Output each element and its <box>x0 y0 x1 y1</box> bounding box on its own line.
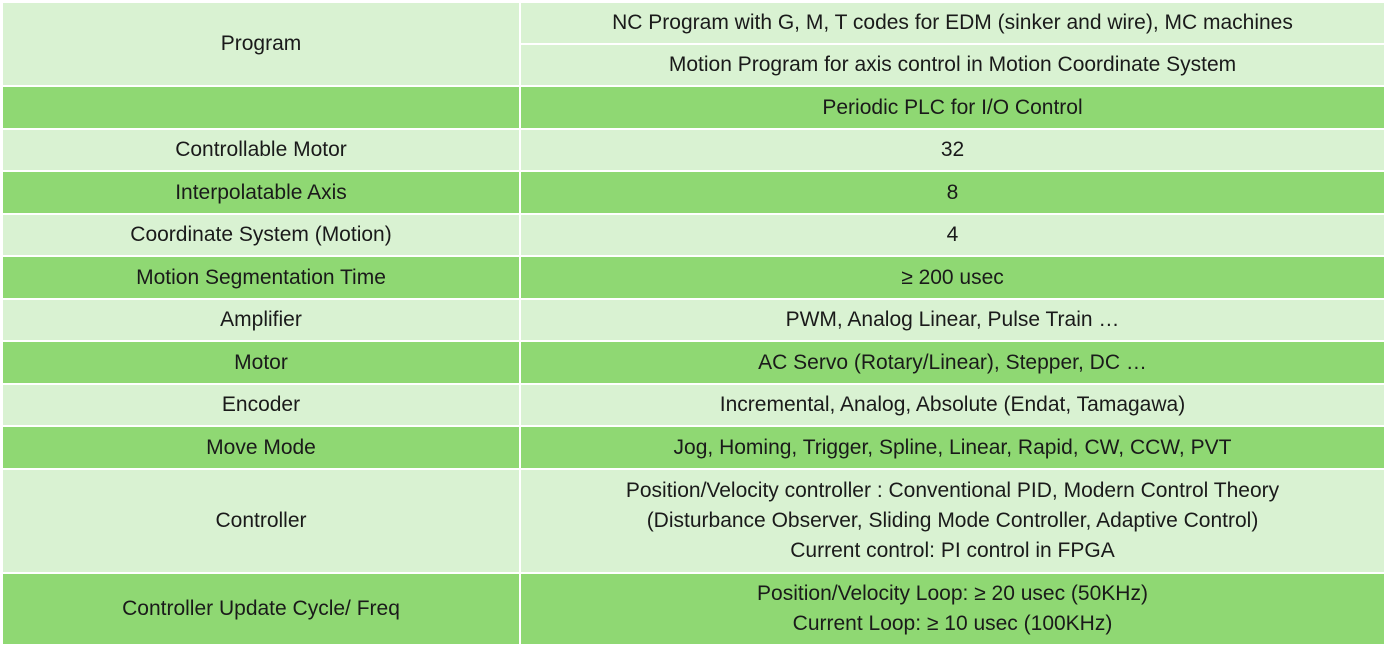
row-label-controllable-motor: Controllable Motor <box>3 130 521 172</box>
row-value-controllable-motor: 32 <box>521 130 1384 172</box>
row-value-motion-segmentation: ≥ 200 usec <box>521 257 1384 300</box>
row-label-interpolatable-axis: Interpolatable Axis <box>3 172 521 215</box>
row-value-move-mode: Jog, Homing, Trigger, Spline, Linear, Rapid, CW, CCW, PVT <box>521 427 1384 470</box>
row-label-encoder: Encoder <box>3 385 521 427</box>
row-value-nc-program: NC Program with G, M, T codes for EDM (sinker and wire), MC machines <box>521 3 1384 45</box>
table-row-plc <box>3 87 1384 130</box>
table-row-controller <box>3 470 1384 574</box>
row-label-motion-segmentation: Motion Segmentation Time <box>3 257 521 300</box>
table-row-amplifier <box>3 300 1384 342</box>
row-value-encoder: Incremental, Analog, Absolute (Endat, Tamagawa) <box>521 385 1384 427</box>
row-label-motor: Motor <box>3 342 521 385</box>
row-value-controller-update <box>521 574 1384 646</box>
table-row-encoder <box>3 385 1384 427</box>
table-row-motion-segmentation <box>3 257 1384 300</box>
row-value-controller <box>521 470 1384 574</box>
row-label-coordinate-system: Coordinate System (Motion) <box>3 215 521 257</box>
update-line-1: Position/Velocity Loop: ≥ 20 usec (50KHz) <box>757 582 1148 605</box>
spec-table <box>3 3 1384 646</box>
row-value-plc: Periodic PLC for I/O Control <box>521 87 1384 130</box>
row-value-coordinate-system: 4 <box>521 215 1384 257</box>
controller-line-3: Current control: PI control in FPGA <box>790 539 1115 562</box>
row-label-program: Program <box>3 3 521 87</box>
table-row-controller-update <box>3 574 1384 646</box>
table-row-motor <box>3 342 1384 385</box>
row-value-interpolatable-axis: 8 <box>521 172 1384 215</box>
table-row-program <box>3 3 1384 45</box>
row-label-controller-update: Controller Update Cycle/ Freq <box>3 574 521 646</box>
table-row-interpolatable-axis <box>3 172 1384 215</box>
row-value-amplifier: PWM, Analog Linear, Pulse Train … <box>521 300 1384 342</box>
update-line-2: Current Loop: ≥ 10 usec (100KHz) <box>792 612 1113 635</box>
row-label-move-mode: Move Mode <box>3 427 521 470</box>
row-label-controller: Controller <box>3 470 521 574</box>
table-row-controllable-motor <box>3 130 1384 172</box>
row-label-amplifier: Amplifier <box>3 300 521 342</box>
row-value-motion-program: Motion Program for axis control in Motion Coordinate System <box>521 45 1384 87</box>
row-label-plc <box>3 87 521 130</box>
controller-line-1: Position/Velocity controller : Conventional PID, Modern Control Theory <box>625 479 1280 502</box>
row-value-motor: AC Servo (Rotary/Linear), Stepper, DC … <box>521 342 1384 385</box>
controller-line-2: (Disturbance Observer, Sliding Mode Controller, Adaptive Control) <box>646 509 1259 532</box>
table-row-coordinate-system <box>3 215 1384 257</box>
table-row-move-mode <box>3 427 1384 470</box>
